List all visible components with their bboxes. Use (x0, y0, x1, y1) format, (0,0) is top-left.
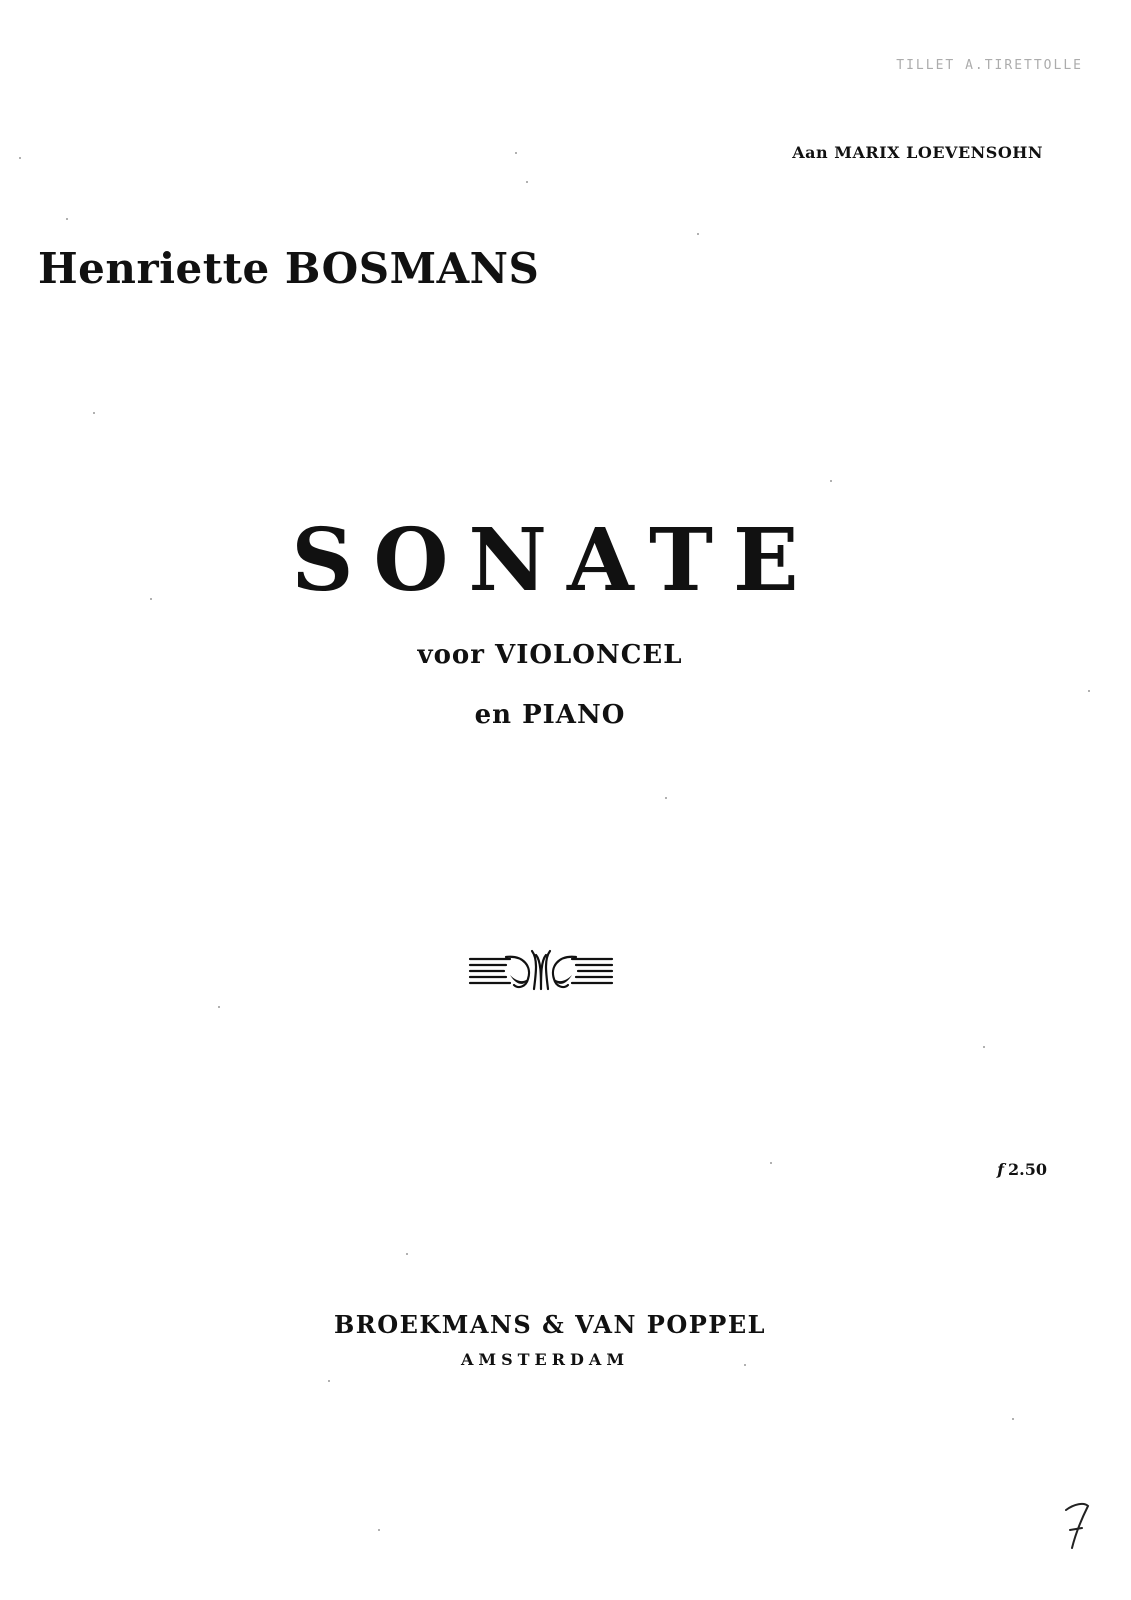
speck (830, 480, 832, 482)
speck (1012, 1418, 1014, 1420)
speck (526, 181, 528, 183)
speck (378, 1529, 380, 1531)
price-currency: f (997, 1160, 1005, 1179)
handwritten-mark (1056, 1496, 1096, 1556)
publisher-city: AMSTERDAM (460, 1350, 630, 1369)
composer-name: Henriette BOSMANS (38, 244, 540, 293)
ornament-icon (466, 945, 616, 995)
speck (744, 1364, 746, 1366)
speck (218, 1006, 220, 1008)
instrumentation-line-1: voor VIOLONCEL (417, 640, 683, 670)
publisher-name: BROEKMANS & VAN POPPEL (333, 1310, 766, 1339)
speck (697, 233, 699, 235)
speck (983, 1046, 985, 1048)
speck (770, 1162, 772, 1164)
instrumentation-line-2: en PIANO (474, 700, 626, 730)
speck (66, 218, 68, 220)
speck (1088, 690, 1090, 692)
library-stamp: TILLET A.TIRETTOLLE (896, 58, 1083, 73)
speck (328, 1380, 330, 1382)
dedication: Aan MARIX LOEVENSOHN (792, 143, 1043, 162)
speck (19, 157, 21, 159)
speck (665, 797, 667, 799)
speck (515, 152, 517, 154)
price-amount: 2.50 (1008, 1160, 1047, 1179)
speck (406, 1253, 408, 1255)
speck (150, 598, 152, 600)
speck (93, 412, 95, 414)
price (997, 1160, 1047, 1179)
work-title: SONATE (291, 510, 819, 611)
